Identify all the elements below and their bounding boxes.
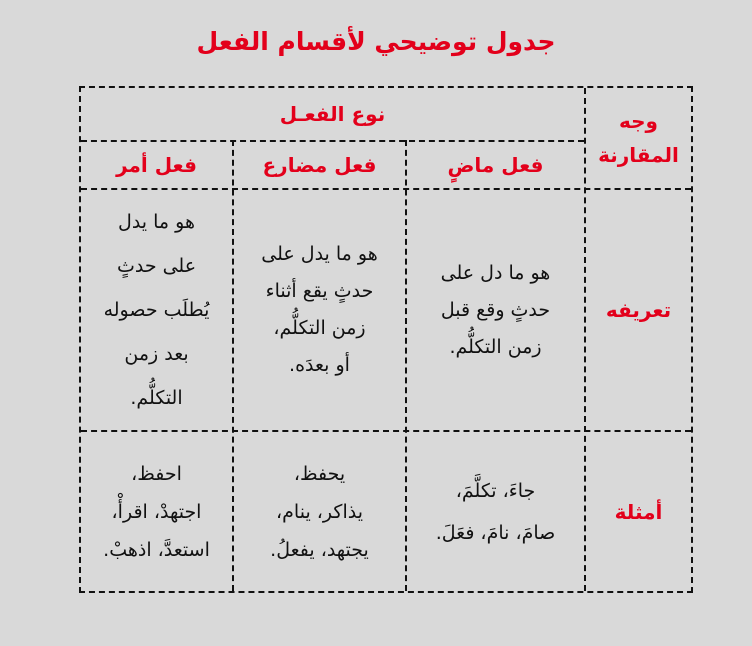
text-line: التكلُّم. xyxy=(130,387,183,409)
comparison-header-line: وجه xyxy=(619,109,658,133)
text-line: صامَ، نامَ، فعَلَ. xyxy=(435,521,556,544)
text-line: حدثٍ وقع قبل xyxy=(440,298,551,321)
text-line: احفظ، xyxy=(131,462,182,485)
text-line: جاءَ، تكلَّمَ، xyxy=(455,479,536,502)
definition-row-label: تعريفه xyxy=(605,298,672,322)
verb-types-table xyxy=(79,86,693,593)
comparison-header-line: المقارنة xyxy=(598,143,679,167)
past-examples xyxy=(407,432,584,591)
imperative-examples xyxy=(81,432,232,591)
present-examples xyxy=(234,432,405,591)
page-title: جدول توضيحي لأقسام الفعل xyxy=(196,27,556,56)
text-line: يجتهد، يفعلُ. xyxy=(270,538,369,561)
examples-row-label: أمثلة xyxy=(614,499,663,524)
text-line: زمن التكلُّم. xyxy=(449,335,542,358)
comparison-header xyxy=(586,88,691,188)
text-line: بعد زمن xyxy=(124,343,189,365)
text-line: زمن التكلُّم، xyxy=(273,317,366,339)
past-definition xyxy=(407,190,584,430)
imperative-verb-header: فعل أمر xyxy=(116,153,197,177)
present-verb-header: فعل مضارع xyxy=(262,153,377,177)
text-line: هو ما دل على xyxy=(440,261,551,284)
text-line: هو ما يدل xyxy=(118,211,195,233)
text-line: يحفظ، xyxy=(293,462,346,485)
text-line: هو ما يدل على xyxy=(261,243,378,265)
text-line: أو بعدَه. xyxy=(289,354,350,376)
text-line: حدثٍ يقع أثناء xyxy=(265,280,374,302)
past-verb-header: فعل ماضٍ xyxy=(447,153,544,177)
verb-type-header: نوع الفعـل xyxy=(279,102,386,126)
text-line: اجتهدْ، اقرأْ، xyxy=(111,500,202,523)
text-line: على حدثٍ xyxy=(116,255,197,277)
text-line: يُطلَب حصوله xyxy=(103,299,210,321)
present-definition xyxy=(234,190,405,430)
text-line: يذاكر، ينام، xyxy=(276,500,363,523)
text-line: استعدَّ، اذهبْ. xyxy=(103,538,210,561)
imperative-definition xyxy=(81,190,232,430)
